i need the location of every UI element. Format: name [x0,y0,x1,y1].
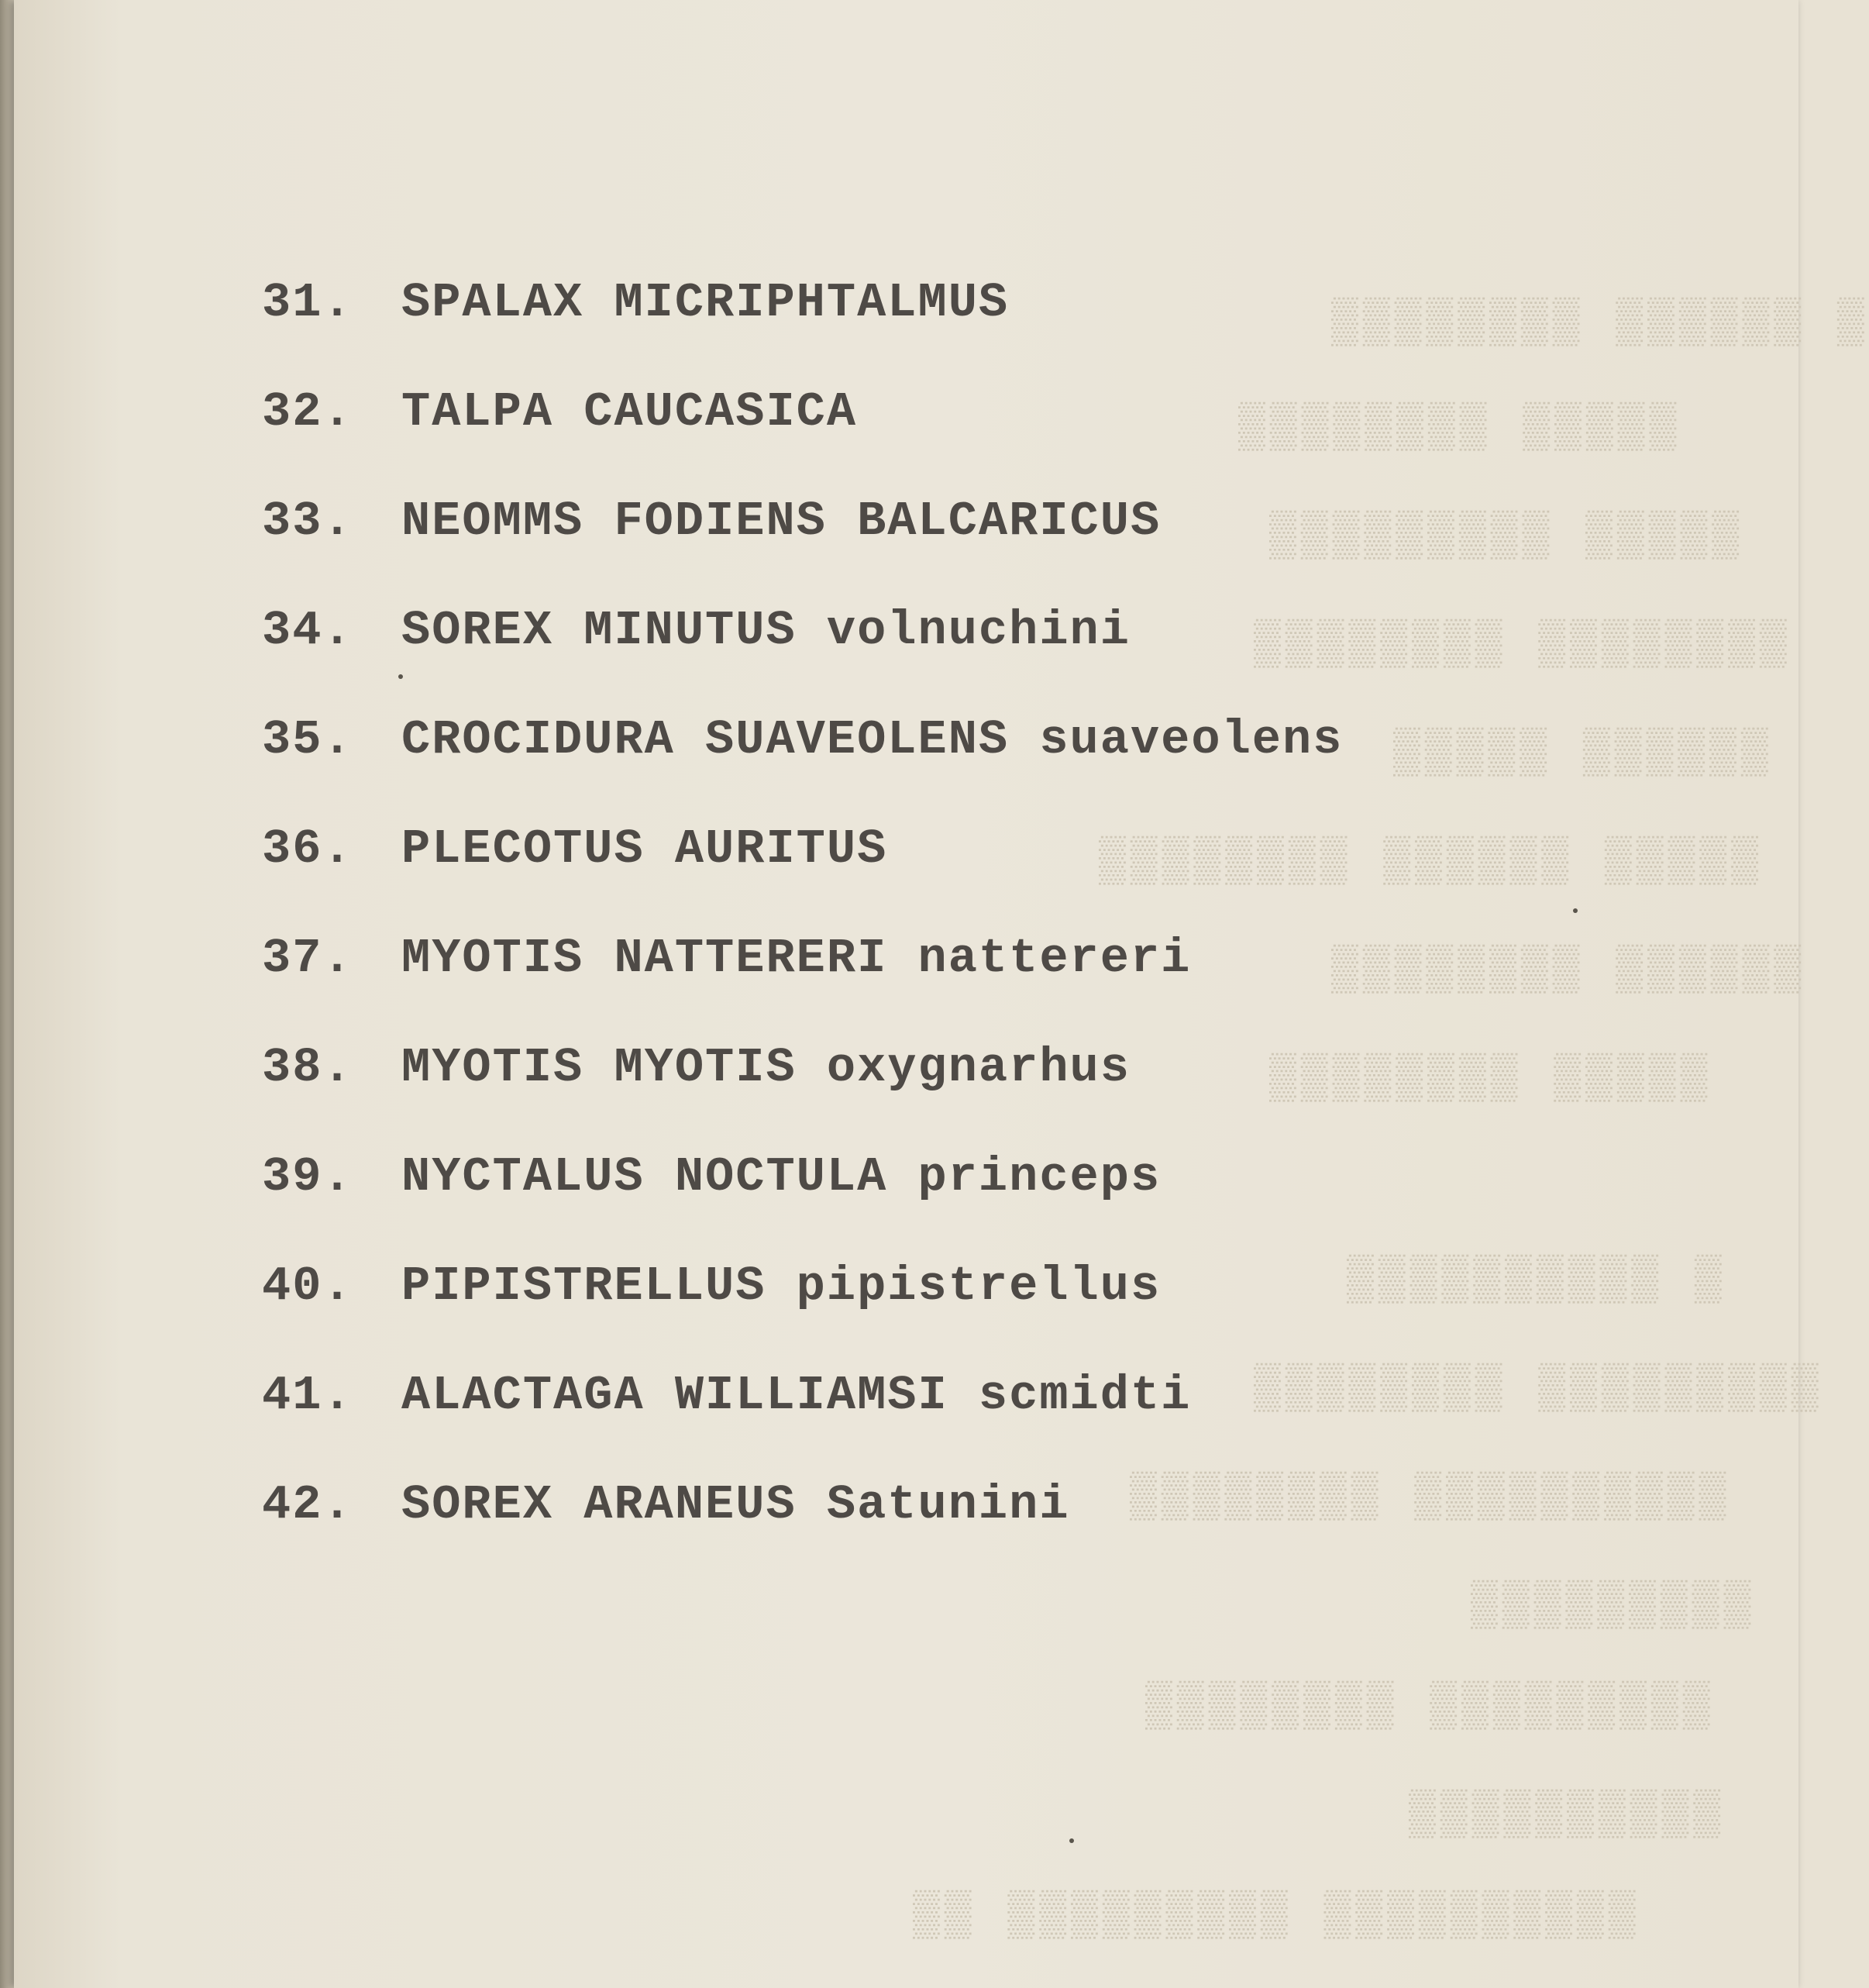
species-name: NEOMMS FODIENS BALCARICUS [401,494,1162,549]
item-number: 41. [262,1368,353,1423]
show-through-texture: ▒▒▒▒▒▒▒▒ ▒▒▒▒▒▒▒▒▒ [1254,1364,1823,1414]
species-name: MYOTIS MYOTIS oxygnarhus [401,1040,1131,1095]
list-item [262,1149,1343,1263]
item-number: 42. [262,1477,353,1532]
item-number: 39. [262,1149,353,1204]
list-item [262,275,1343,388]
species-name: CROCIDURA SUAVEOLENS suaveolens [401,712,1344,767]
item-number: 36. [262,822,353,877]
ink-speck [1573,908,1578,913]
species-name: SOREX ARANEUS Satunini [401,1477,1070,1532]
show-through-texture: ▒▒▒▒▒▒▒▒ ▒▒▒▒▒▒ ▒▒▒▒▒ [1099,837,1763,887]
species-name: NYCTALUS NOCTULA princeps [401,1149,1162,1204]
list-item [262,384,1343,498]
item-number: 40. [262,1259,353,1314]
item-number: 32. [262,384,353,439]
show-through-texture: ▒▒▒▒▒▒▒▒▒▒ [1409,1790,1726,1841]
list-item [262,822,1343,935]
list-item [262,712,1344,825]
item-number: 31. [262,275,353,330]
species-name: SPALAX MICRIPHTALMUS [401,275,1010,330]
list-item [262,494,1343,607]
species-list [262,275,1344,1590]
list-item [262,1040,1343,1153]
species-name: PLECOTUS AURITUS [401,822,888,877]
show-through-texture: ▒▒▒▒▒▒▒▒ ▒▒▒▒▒▒ [1331,946,1806,996]
species-name: ALACTAGA WILLIAMSI scmidti [401,1368,1192,1423]
show-through-texture: ▒▒▒▒▒▒▒▒ ▒▒▒▒▒▒ ▒ [1331,298,1869,349]
show-through-texture: ▒▒ ▒▒▒▒▒▒▒▒▒ ▒▒▒▒▒▒▒▒▒▒ [913,1891,1640,1941]
list-item [262,603,1343,716]
show-through-texture: ▒▒▒▒▒▒▒▒▒▒ ▒ [1347,1256,1726,1306]
list-item [262,931,1343,1044]
species-name: MYOTIS NATTERERI nattereri [401,931,1192,986]
list-item [262,1259,1343,1372]
item-number: 37. [262,931,353,986]
show-through-texture: ▒▒▒▒▒▒▒▒ ▒▒▒▒▒ [1238,403,1681,453]
item-number: 35. [262,712,353,767]
item-number: 38. [262,1040,353,1095]
page-edge-shadow [0,0,14,1988]
ink-speck [1069,1838,1074,1843]
item-number: 34. [262,603,353,658]
show-through-texture: ▒▒▒▒▒▒▒▒ ▒▒▒▒▒ [1269,1054,1712,1104]
show-through-texture: ▒▒▒▒▒▒▒▒ ▒▒▒▒▒▒▒▒ [1254,620,1792,670]
show-through-texture: ▒▒▒▒▒ ▒▒▒▒▒▒ [1393,729,1773,779]
document-page [14,0,1869,1988]
list-item [262,1477,1343,1590]
show-through-texture: ▒▒▒▒▒▒▒▒▒ [1471,1581,1756,1631]
show-through-texture: ▒▒▒▒▒▒▒▒▒ ▒▒▒▒▒ [1269,512,1744,562]
show-through-texture: ▒▒▒▒▒▒▒▒ ▒▒▒▒▒▒▒▒▒ [1145,1682,1715,1732]
list-item [262,1368,1343,1481]
species-name: PIPISTRELLUS pipistrellus [401,1259,1162,1314]
species-name: SOREX MINUTUS volnuchini [401,603,1131,658]
species-name: TALPA CAUCASICA [401,384,858,439]
show-through-texture: ▒▒▒▒▒▒▒▒ ▒▒▒▒▒▒▒▒▒▒ [1130,1473,1731,1523]
item-number: 33. [262,494,353,549]
